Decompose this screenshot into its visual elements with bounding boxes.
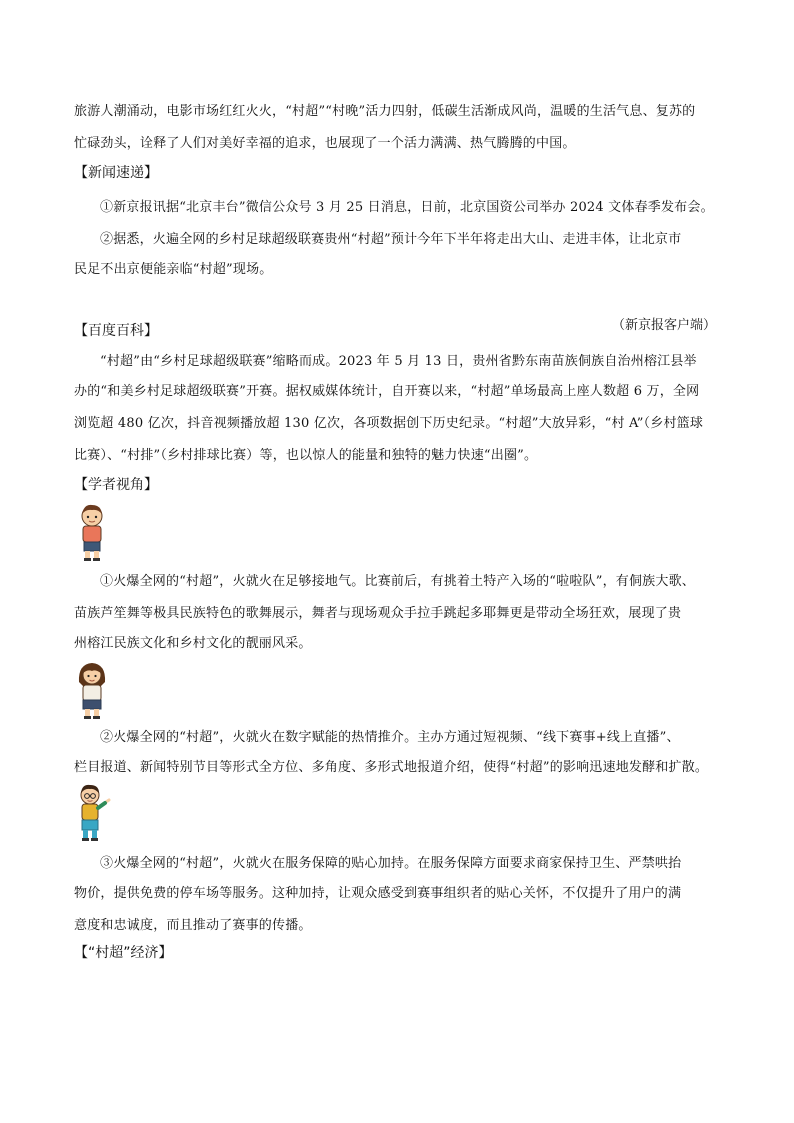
economy-heading: 【“村超”经济】 bbox=[74, 945, 173, 961]
baike-heading: 【百度百科】 bbox=[74, 323, 158, 339]
baike-line-1: “村超”由“乡村足球超级联赛”缩略而成。2023 年 5 月 13 日，贵州省黔东南苗族侗族自治州榕江县举 bbox=[100, 354, 697, 369]
scholar-paragraph-1-line-3: 州榕江民族文化和乡村文化的靓丽风采。 bbox=[74, 636, 312, 651]
intro-line-1: 旅游人潮涌动，电影市场红红火火，“村超”“村晚”活力四射，低碳生活渐成风尚，温暖的生活气息、复苏的 bbox=[74, 104, 696, 119]
scholar-paragraph-3-line-2: 物价，提供免费的停车场等服务。这种加持，让观众感受到赛事组织者的贴心关怀，不仅提升了用户的满 bbox=[74, 886, 682, 901]
scholar-paragraph-1-line-1: ①火爆全网的“村超”，火就火在足够接地气。比赛前后，有挑着土特产入场的“啦啦队”，有侗族大歌、 bbox=[100, 574, 695, 589]
news-paragraph-1: ①新京报讯据“北京丰台”微信公众号 3 月 25 日消息，日前，北京国资公司举办 2024 文体春季发布会。 bbox=[100, 200, 714, 215]
scholar-paragraph-2-line-1: ②火爆全网的“村超”，火就火在数字赋能的热情推介。主办方通过短视频、“线下赛事+线上直播”、 bbox=[100, 730, 680, 745]
scholar-paragraph-1-line-2: 苗族芦笙舞等极具民族特色的歌舞展示，舞者与现场观众手拉手跳起多耶舞更是带动全场狂欢，展现了贵 bbox=[74, 606, 682, 621]
news-source: （新京报客户端） bbox=[611, 318, 716, 333]
scholar-heading: 【学者视角】 bbox=[74, 477, 158, 493]
scholar-paragraph-3-line-3: 意度和忠诚度，而且推动了赛事的传播。 bbox=[74, 918, 312, 933]
baike-line-2: 办的“和美乡村足球超级联赛”开赛。据权威媒体统计，自开赛以来，“村超”单场最高上座人数超 6 万，全网 bbox=[74, 384, 700, 399]
news-paragraph-2-line-2: 民足不出京便能亲临“村超”现场。 bbox=[74, 262, 273, 277]
news-heading: 【新闻速递】 bbox=[74, 165, 158, 181]
baike-line-3: 浏览超 480 亿次，抖音视频播放超 130 亿次，各项数据创下历史纪录。“村超”大放异彩，“村 A”（乡村篮球 bbox=[74, 416, 704, 431]
scholar-paragraph-2-line-2: 栏目报道、新闻特别节目等形式全方位、多角度、多形式地报道介绍，使得“村超”的影响迅速地发酵和扩散。 bbox=[74, 760, 709, 775]
news-paragraph-2-line-1: ②据悉，火遍全网的乡村足球超级联赛贵州“村超”预计今年下半年将走出大山、走进丰体，让北京市 bbox=[100, 232, 682, 247]
girl-avatar-icon bbox=[72, 660, 112, 720]
baike-line-4: 比赛）、“村排”（乡村排球比赛）等，也以惊人的能量和独特的魅力快速“出圈”。 bbox=[74, 448, 538, 463]
pointing-boy-avatar-icon bbox=[72, 782, 116, 842]
scholar-paragraph-3-line-1: ③火爆全网的“村超”，火就火在服务保障的贴心加持。在服务保障方面要求商家保持卫生、严禁哄抬 bbox=[100, 856, 682, 871]
boy-avatar-icon bbox=[72, 502, 112, 562]
intro-line-2: 忙碌劲头，诠释了人们对美好幸福的追求，也展现了一个活力满满、热气腾腾的中国。 bbox=[74, 136, 576, 151]
